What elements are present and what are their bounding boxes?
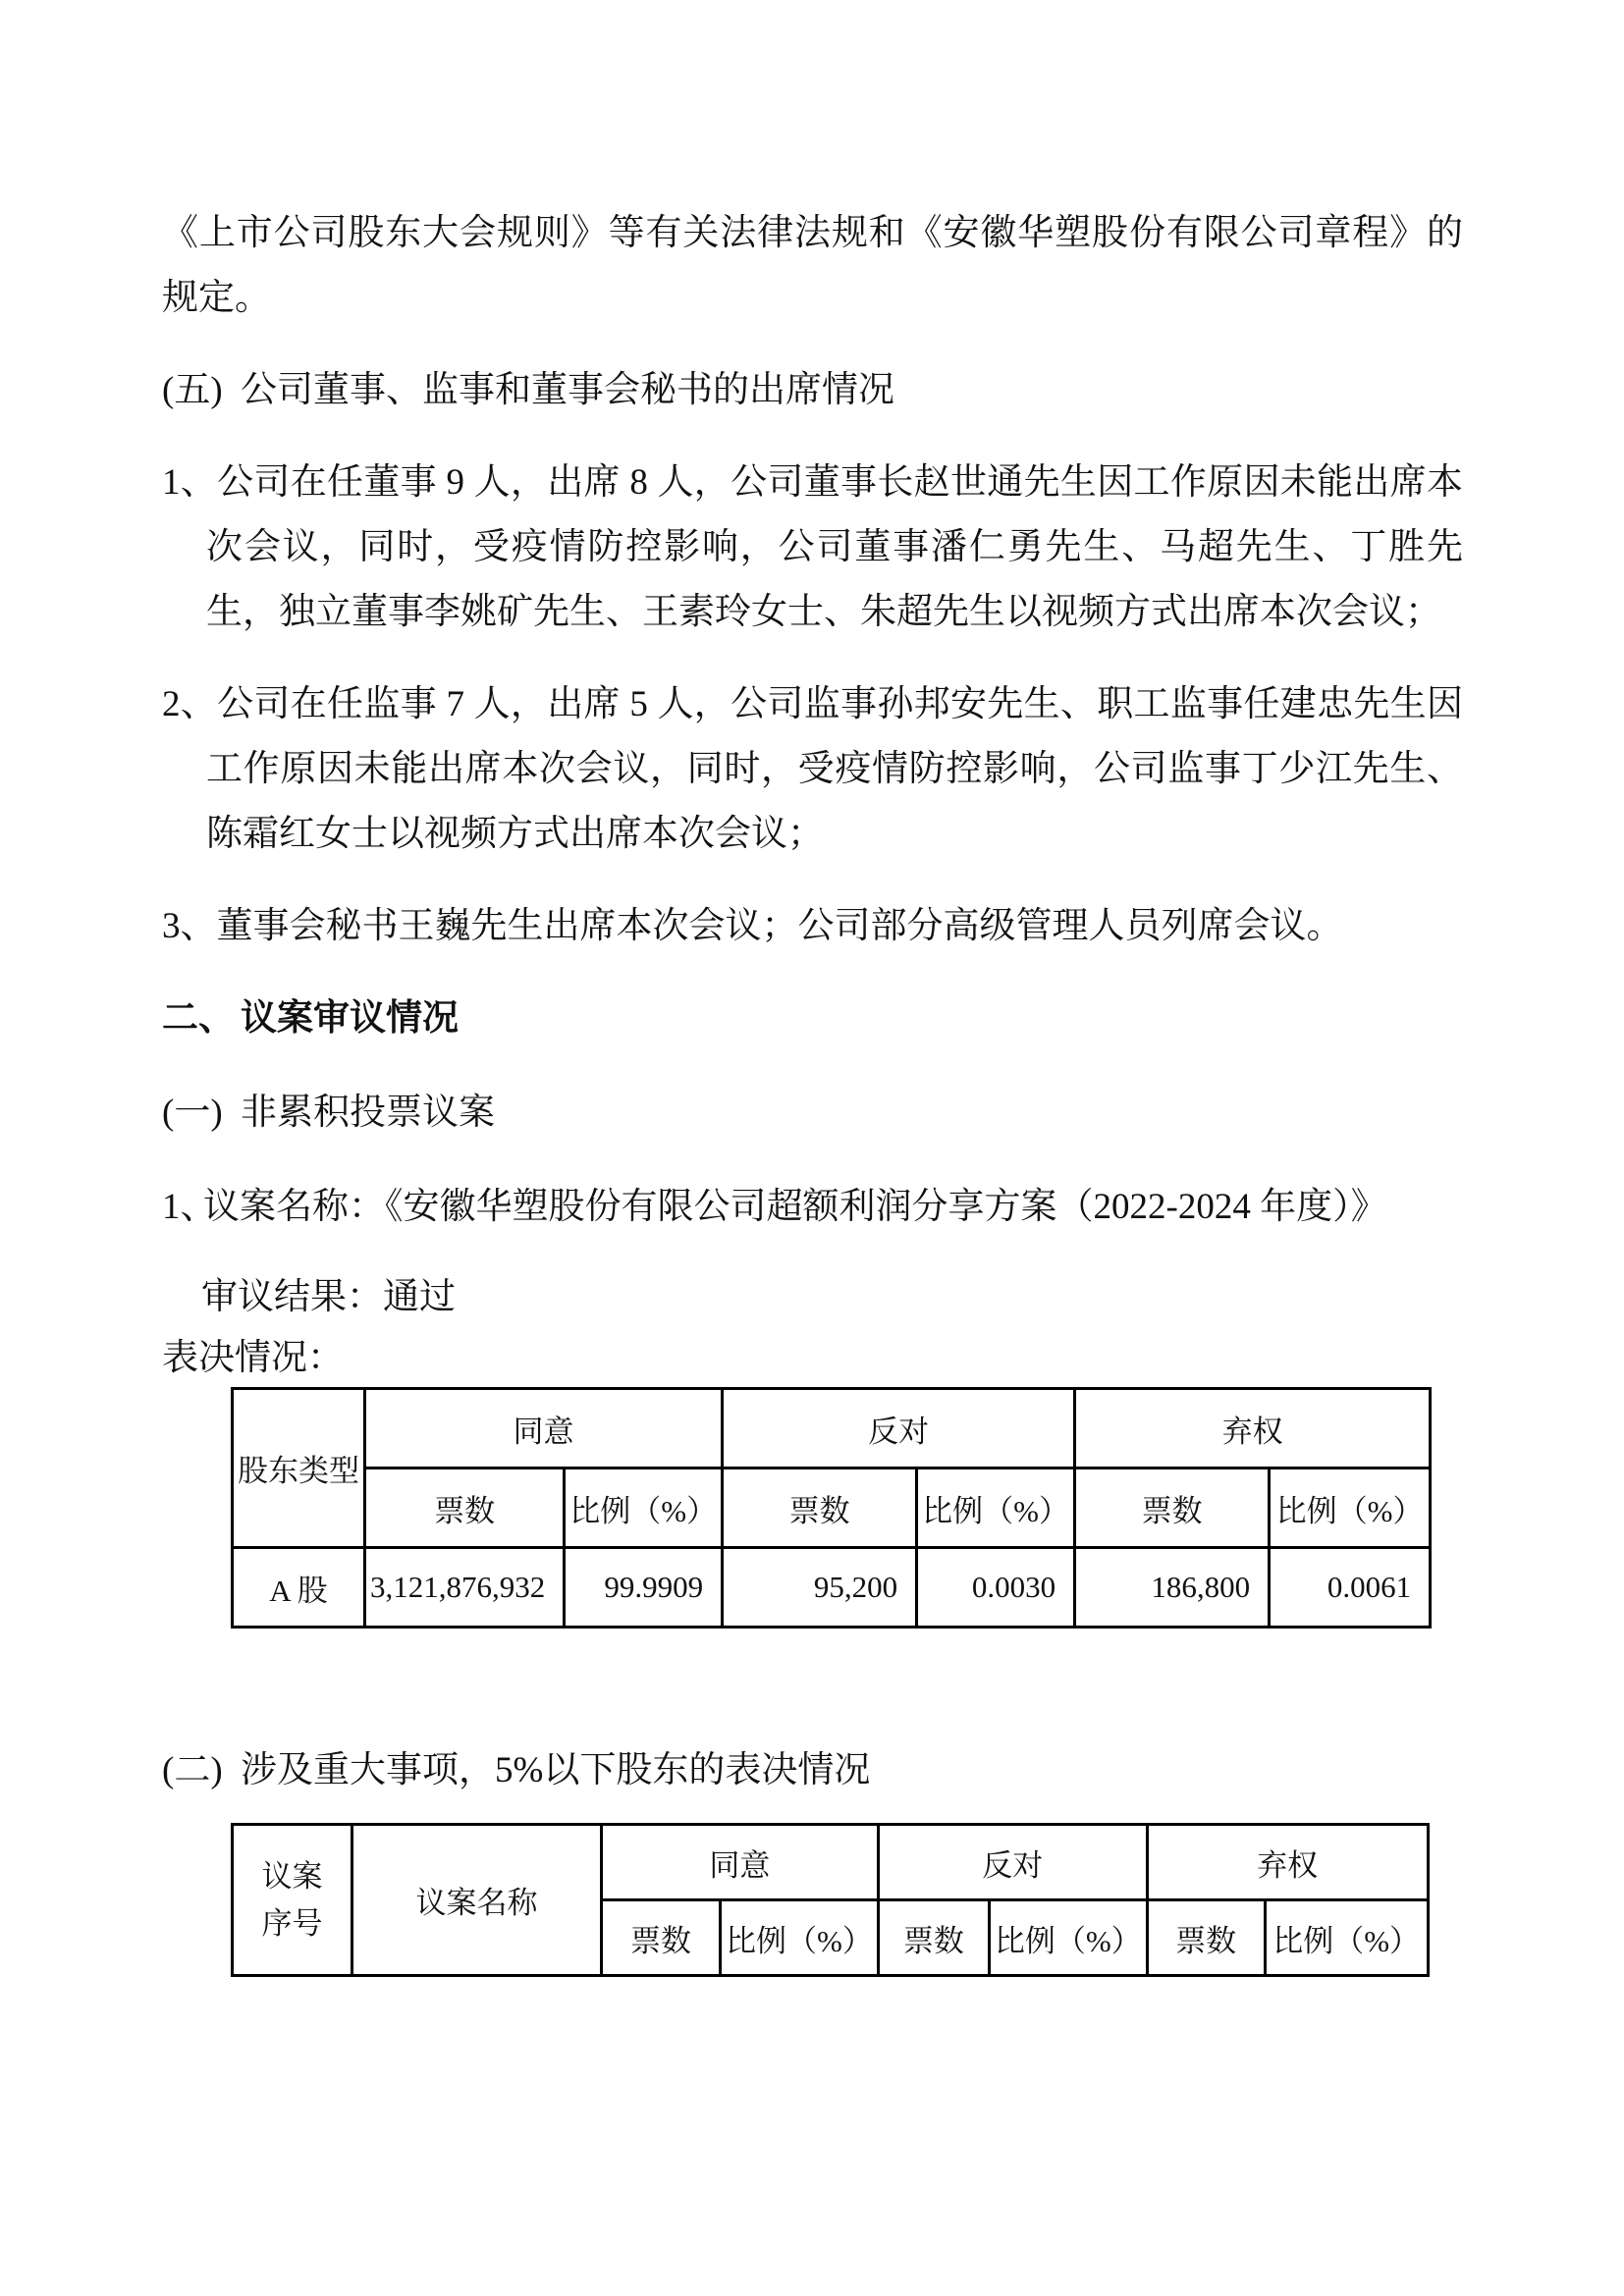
- shareholder-type-header: 股东类型: [233, 1389, 365, 1548]
- minor-abstain-group-header: 弃权: [1147, 1825, 1428, 1900]
- abstain-votes-cell: 186,800: [1075, 1548, 1270, 1628]
- minor-agree-ratio-header: 比例（%）: [721, 1900, 879, 1976]
- minor-abstain-votes-header: 票数: [1147, 1900, 1265, 1976]
- attendance-item-1-marker: 1、: [162, 462, 218, 503]
- major-matters-subheading: [162, 1738, 1463, 1803]
- proposal-no-header: 议案序号: [233, 1825, 352, 1976]
- review-result-line: 审议结果：通过: [201, 1277, 456, 1317]
- voting-situation-label: 表决情况：: [162, 1338, 344, 1378]
- attendance-item-2-marker: 2、: [162, 684, 218, 724]
- proposal-name-header: 议案名称: [352, 1825, 602, 1976]
- vote-result-table: [231, 1387, 1432, 1629]
- intro-paragraph: 《上市公司股东大会规则》等有关法律法规和《安徽华塑股份有限公司章程》的规定。: [162, 213, 1463, 318]
- review-section-heading: [162, 987, 1463, 1051]
- noncumulative-marker: (一): [162, 1093, 223, 1133]
- against-group-header: 反对: [723, 1389, 1075, 1468]
- against-votes-header: 票数: [723, 1468, 917, 1548]
- proposal-text: 议案名称：《安徽华塑股份有限公司超额利润分享方案（2022-2024 年度）》: [203, 1187, 1387, 1227]
- major-matters-title: 涉及重大事项，5%以下股东的表决情况: [241, 1750, 871, 1790]
- attendance-section-heading: [162, 358, 1463, 423]
- minor-agree-group-header: 同意: [602, 1825, 879, 1900]
- abstain-ratio-header: 比例（%）: [1270, 1468, 1431, 1548]
- against-ratio-cell: 0.0030: [917, 1548, 1075, 1628]
- shareholder-type-cell: A 股: [233, 1548, 365, 1628]
- review-section-marker: 二、: [162, 998, 235, 1039]
- vote-table-sub-header-row: [233, 1468, 1431, 1548]
- minor-against-ratio-header: 比例（%）: [989, 1900, 1147, 1976]
- attendance-item-3-marker: 3、: [162, 906, 217, 946]
- minor-abstain-ratio-header: 比例（%）: [1265, 1900, 1428, 1976]
- against-ratio-header: 比例（%）: [917, 1468, 1075, 1548]
- attendance-item-1: [162, 451, 1463, 645]
- agree-group-header: 同意: [365, 1389, 723, 1468]
- attendance-item-3: [162, 894, 1463, 959]
- attendance-item-2-text: 公司在任监事 7 人，出席 5 人，公司监事孙邦安先生、职工监事任建忠先生因工作原因未能出席本次会议，同时，受疫情防控影响，公司监事丁少江先生、陈霜红女士以视频方式出席本次会议；: [206, 684, 1464, 854]
- agree-ratio-cell: 99.9909: [565, 1548, 723, 1628]
- minor-against-group-header: 反对: [878, 1825, 1147, 1900]
- proposal-name-line: [162, 1175, 1463, 1240]
- minor-against-votes-header: 票数: [878, 1900, 989, 1976]
- agree-ratio-header: 比例（%）: [565, 1468, 723, 1548]
- against-votes-cell: 95,200: [723, 1548, 917, 1628]
- agree-votes-cell: 3,121,876,932: [365, 1548, 565, 1628]
- major-matters-marker: (二): [162, 1750, 223, 1790]
- abstain-group-header: 弃权: [1075, 1389, 1431, 1468]
- proposal-marker: 1、: [162, 1187, 217, 1227]
- agree-votes-header: 票数: [365, 1468, 565, 1548]
- attendance-section-marker: (五): [162, 370, 223, 410]
- minor-table-group-header-row: [233, 1825, 1429, 1900]
- abstain-votes-header: 票数: [1075, 1468, 1270, 1548]
- minor-shareholder-vote-table: [231, 1823, 1430, 1977]
- attendance-item-3-text: 董事会秘书王巍先生出席本次会议；公司部分高级管理人员列席会议。: [216, 906, 1343, 946]
- vote-table-data-row: [233, 1548, 1431, 1628]
- attendance-item-2: [162, 672, 1463, 867]
- attendance-section-title: 公司董事、监事和董事会秘书的出席情况: [241, 370, 894, 410]
- noncumulative-subheading: [162, 1081, 1463, 1146]
- review-section-title: 议案审议情况: [241, 998, 459, 1039]
- vote-table-group-header-row: [233, 1389, 1431, 1468]
- noncumulative-title: 非累积投票议案: [241, 1093, 495, 1133]
- attendance-item-1-text: 公司在任董事 9 人，出席 8 人，公司董事长赵世通先生因工作原因未能出席本次会议，同时，受疫情防控影响，公司董事潘仁勇先生、马超先生、丁胜先生，独立董事李姚矿先生、王素玲女士、朱超先生以视频方式出席本次会议；: [206, 462, 1464, 632]
- minor-agree-votes-header: 票数: [602, 1900, 721, 1976]
- abstain-ratio-cell: 0.0061: [1270, 1548, 1431, 1628]
